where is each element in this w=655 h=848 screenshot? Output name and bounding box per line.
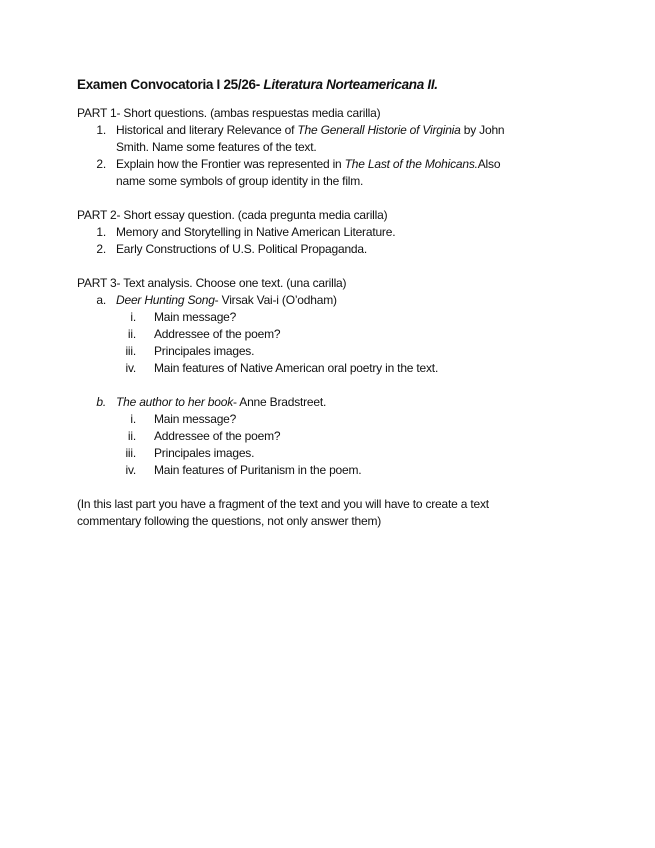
option-b-work-title: The author to her book — [116, 395, 234, 409]
part2-item1-number: 1. — [96, 225, 106, 239]
part1-item2-line2: name some symbols of group identity in the film. — [116, 174, 364, 188]
option-b-sub1: Main message? — [154, 412, 237, 426]
option-a-sub4-number: iv. — [125, 361, 136, 375]
part1-item2-number: 2. — [96, 157, 106, 171]
option-a-sub1-number: i. — [130, 310, 136, 324]
option-a-sub1: Main message? — [154, 310, 237, 324]
part3-option-a-letter: a. — [96, 293, 106, 307]
option-b-sub2: Addressee of the poem? — [154, 429, 281, 443]
part2-item1: Memory and Storytelling in Native American Literature. — [116, 225, 396, 239]
part2-item2: Early Constructions of U.S. Political Propaganda. — [116, 242, 367, 256]
part2-heading: PART 2- Short essay question. (cada pregunta media carilla) — [77, 208, 388, 222]
part1-item1-text-b: by John — [460, 123, 505, 137]
part3-option-b — [116, 395, 326, 410]
title-prefix: Examen Convocatoria I 25/26- — [77, 77, 264, 92]
part2-item2-number: 2. — [96, 242, 106, 256]
part1-item2-text-b: Also — [477, 157, 501, 171]
option-a-sub4: Main features of Native American oral poetry in the text. — [154, 361, 439, 375]
option-b-sub2-number: ii. — [127, 429, 136, 443]
option-b-sub3: Principales images. — [154, 446, 255, 460]
option-a-sub2-number: ii. — [127, 327, 136, 341]
option-a-author: - Virsak Vai-i (O’odham) — [214, 293, 337, 307]
option-a-sub3: Principales images. — [154, 344, 255, 358]
part3-option-a — [116, 293, 337, 308]
part1-heading: PART 1- Short questions. (ambas respuestas media carilla) — [77, 106, 381, 120]
option-b-author: - Anne Bradstreet. — [233, 395, 327, 409]
title-course: Literatura Norteamericana II. — [263, 77, 438, 92]
part3-heading: PART 3- Text analysis. Choose one text. (una carilla) — [77, 276, 347, 290]
note-line2: commentary following the questions, not only answer them) — [77, 514, 382, 528]
part1-item1-line2: Smith. Name some features of the text. — [116, 140, 317, 154]
exam-title — [77, 77, 438, 92]
part1-item1-text-a: Historical and literary Relevance of — [116, 123, 298, 137]
option-b-sub4: Main features of Puritanism in the poem. — [154, 463, 362, 477]
note-line1: (In this last part you have a fragment of the text and you will have to create a text — [77, 497, 489, 511]
option-b-sub3-number: iii. — [125, 446, 136, 460]
part1-item1-number: 1. — [96, 123, 106, 137]
option-b-sub1-number: i. — [130, 412, 136, 426]
option-a-work-title: Deer Hunting Song — [116, 293, 215, 307]
part1-item1-line1 — [116, 123, 504, 138]
option-a-sub3-number: iii. — [125, 344, 136, 358]
part3-option-b-letter — [76, 395, 106, 410]
part1-item2-text-a: Explain how the Frontier was represented in — [116, 157, 345, 171]
part1-item2-work-title: The Last of the Mohicans. — [344, 157, 478, 171]
part1-item2-line1 — [116, 157, 500, 172]
part1-item1-work-title: The Generall Historie of Virginia — [297, 123, 461, 137]
option-a-sub2: Addressee of the poem? — [154, 327, 281, 341]
option-b-sub4-number: iv. — [125, 463, 136, 477]
option-b-letter-text: b. — [96, 395, 106, 409]
